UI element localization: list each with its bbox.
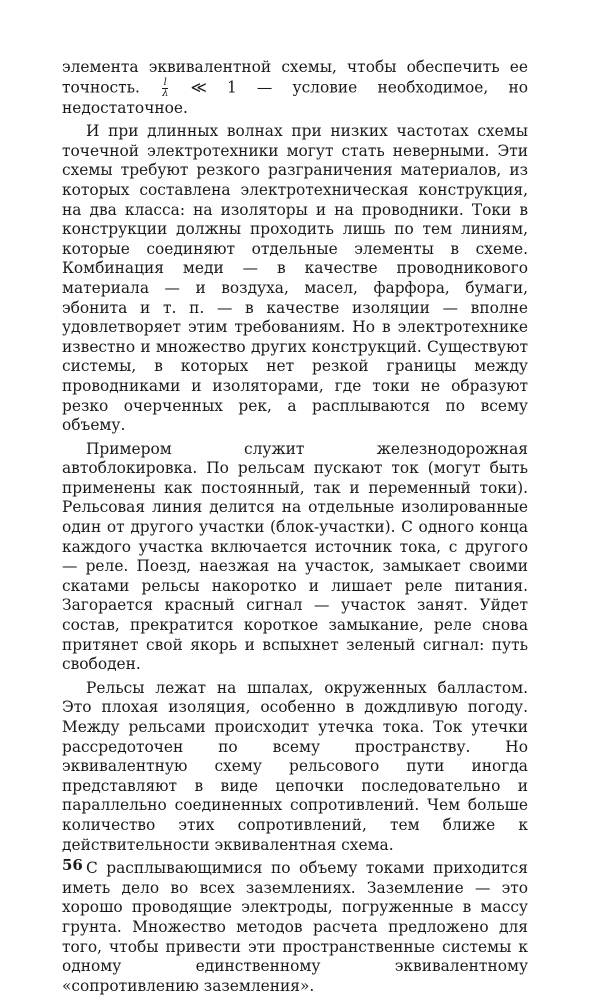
paragraph-rail-leakage: Рельсы лежат на шпалах, окруженных балластом. Это плохая изоляция, особенно в дождливую погоду. Между рельсами происходит утечка тока. Ток утечки рассредоточен по всему пространству. Но эквивалентную схему рельсового пути иногда представляют в виде цепочки последовательно и параллельно соединенных сопротивлений. Чем больше количество этих сопротивлений, тем ближе к действительности эквивалентная схема. — [62, 678, 528, 854]
paragraph-rail-signaling: Примером служит железнодорожная автоблокировка. По рельсам пускают ток (могут быть применены как постоянный, так и переменный токи). Рельсовая линия делится на отдельные изолированные один от другого участки (блок-участки). С одного конца каждого участка включается источник тока, с другого — реле. Поезд, наезжая на участок, замыкает своими скатами рельсы накоротко и лишает реле питания. Загорается красный сигнал — участок занят. Уйдет состав, прекратится короткое замыкание, реле снова притянет свой якорь и вспыхнет зеленый сигнал: путь свободен. — [62, 439, 528, 674]
paragraph-grounding: С расплывающимися по объему токами приходится иметь дело во всех заземлениях. Заземление — это хорошо проводящие электроды, погруженные в массу грунта. Множество методов расчета предложено для того, чтобы привести эти пространственные системы к одному единственному эквивалентному «сопротивлению заземления». — [62, 859, 528, 995]
paragraph-text: элемента эквивалентной схемы, чтобы обеспечить ее точность. — [62, 58, 528, 97]
page-number: 56 — [62, 856, 83, 874]
fraction-l-over-lambda — [162, 78, 168, 99]
fraction-numerator: l — [163, 76, 167, 88]
paragraph-text: ≪ 1 — условие необходимое, но недостаточное. — [62, 78, 528, 117]
paragraph-lumped-circuits: И при длинных волнах при низких частотах схемы точечной электротехники могут стать неверными. Эти схемы требуют резкого разграничения материалов, из которых составлена электротехническая конструкция, на два класса: на изоляторы и на проводники. Токи в конструкции должны проходить лишь по тем линиям, которые соединяют отдельные элементы в схеме. Комбинация меди — в качестве проводникового материала — и воздуха, масел, фарфора, бумаги, эбонита и т. п. — в качестве изоляции — вполне удовлетворяет этим требованиям. Но в электротехнике известно и множество других конструкций. Существуют системы, в которых нет резкой границы между проводниками и изоляторами, где токи не образуют резко очерченных рек, а расплываются по всему объему. — [62, 122, 528, 435]
body-text — [62, 58, 528, 1000]
paragraph-continuation — [62, 58, 528, 118]
fraction-denominator: λ — [162, 87, 169, 99]
